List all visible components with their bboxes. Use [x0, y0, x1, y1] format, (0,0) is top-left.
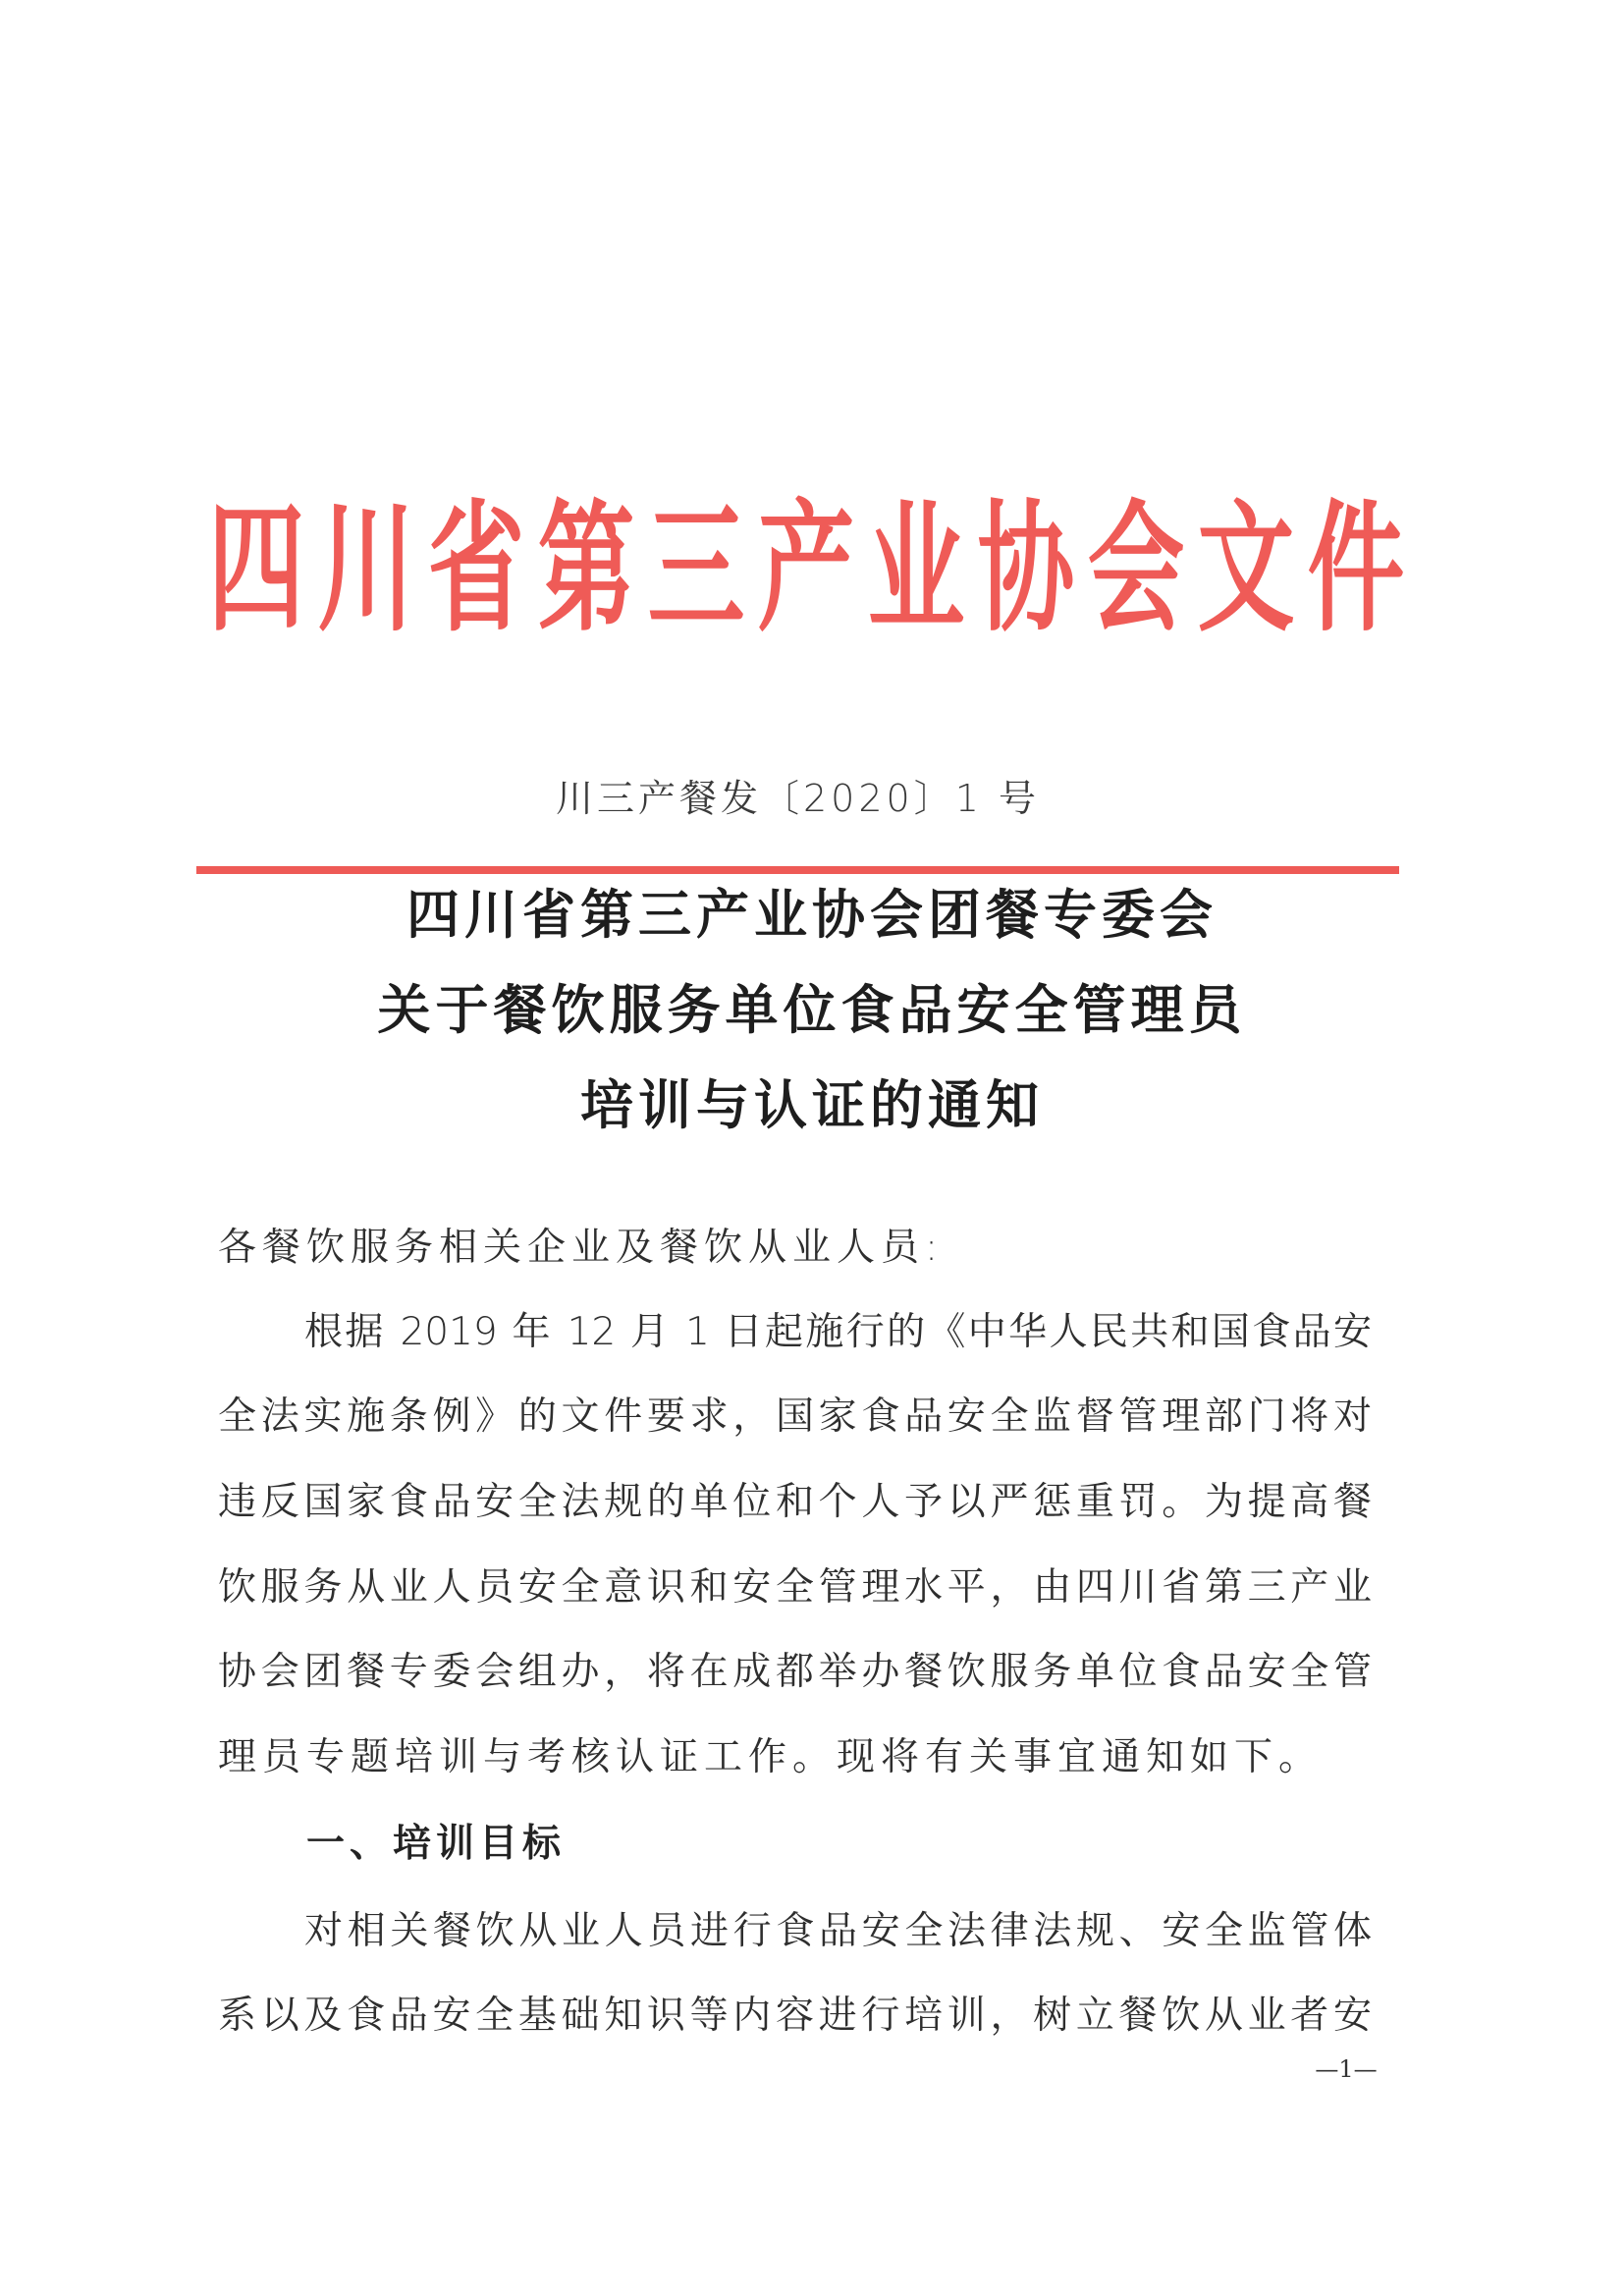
paragraph-1-line: 协会团餐专委会组办，将在成都举办餐饮服务单位食品安全管 [218, 1650, 1372, 1694]
paragraph-1-line: 违反国家食品安全法规的单位和个人予以严惩重罚。为提高餐 [218, 1480, 1372, 1524]
salutation: 各餐饮服务相关企业及餐饮从业人员: [218, 1226, 945, 1270]
masthead-char: 第 [537, 486, 635, 652]
masthead-char: 三 [647, 486, 745, 652]
masthead-char: 省 [427, 486, 525, 652]
paragraph-1-line: 理员专题培训与考核认证工作。现将有关事宜通知如下。 [218, 1735, 1324, 1779]
red-divider-rule [196, 866, 1399, 874]
paragraph-1-line: 根据 2019 年 12 月 1 日起施行的《中华人民共和国食品安 [304, 1310, 1372, 1354]
paragraph-1-line: 全法实施条例》的文件要求，国家食品安全监督管理部门将对 [218, 1394, 1372, 1439]
masthead-char: 会 [1087, 486, 1185, 652]
document-title-line-2: 关于餐饮服务单位食品安全管理员 [377, 978, 1247, 1041]
document-title-line-1: 四川省第三产业协会团餐专委会 [406, 883, 1218, 946]
section-1-line: 系以及食品安全基础知识等内容进行培训，树立餐饮从业者安 [218, 1994, 1372, 2038]
section-heading-training-goals: 一、培训目标 [306, 1822, 567, 1866]
document-title-line-3: 培训与认证的通知 [580, 1073, 1044, 1136]
masthead-char: 文 [1197, 486, 1295, 652]
document-number: 川三产餐发〔2020〕1 号 [556, 777, 1040, 820]
page-number: —1— [1315, 2055, 1378, 2083]
masthead-char: 件 [1307, 486, 1405, 652]
masthead-char: 产 [757, 486, 855, 652]
paragraph-1-line: 饮服务从业人员安全意识和安全管理水平，由四川省第三产业 [218, 1565, 1372, 1610]
masthead-char: 四 [207, 486, 305, 652]
masthead-title [201, 486, 1405, 652]
masthead-char: 川 [317, 486, 415, 652]
section-1-line: 对相关餐饮从业人员进行食品安全法律法规、安全监管体 [304, 1909, 1372, 1953]
masthead-char: 业 [867, 486, 965, 652]
masthead-char: 协 [977, 486, 1075, 652]
